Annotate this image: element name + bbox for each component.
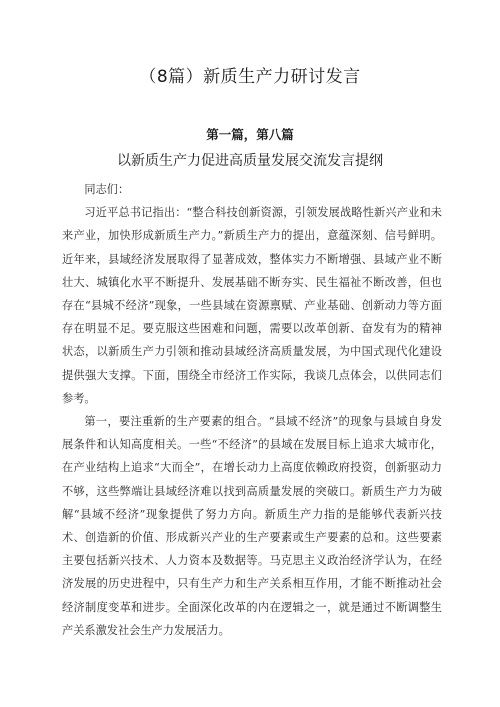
speech-title: 以新质生产力促进高质量发展交流发言提纲 bbox=[117, 153, 383, 169]
intro-paragraph: 习近平总书记指出：“整合科技创新资源，引领发展战略性新兴产业和未来产业，加快形成新质生产力。”新质生产力的提出，意蕴深刻、信号鲜明。近年来，县域经济发展取得了显著成效，整体实力不断增强、县域产业不断壮大、城镇化水平不断提升、发展基础不断夯实、民生福祉不断改善，但也存在“县城不经济”现象，一些县域在资源禀赋、产业基础、创新动力等方面存在明显不足。要克服这些困难和问题，需要以改革创新、奋发有为的精神状态，以新质生产力引领和推动县域经济高质量发展，为中国式现代化建设提供强大支撑。下面，围绕全市经济工作实际，我谈几点体会，以供同志们参考。 bbox=[62, 206, 442, 405]
greeting-paragraph: 同志们： bbox=[84, 183, 130, 196]
document-title: （8篇）新质生产力研讨发言 bbox=[139, 67, 361, 87]
document-body bbox=[62, 178, 442, 642]
point-one-paragraph: 第一，要注重新的生产要素的组合。“县域不经济”的现象与县域自身发展条件和认知高度相关。一些“不经济”的县域在发展目标上追求大城市化，在产业结构上追求“大而全”，在增长动力上高度依赖政府投资，创新驱动力不够，这些弊端让县域经济难以找到高质量发展的突破口。新质生产力为破解“县域不经济”现象提供了努力方向。新质生产力指的是能够代表新兴技术、创造新的价值、形成新兴产业的生产要素或生产要素的总和。这些要素主要包括新兴技术、人力资本及数据等。马克思主义政治经济学认为，在经济发展的历史进程中，只有生产力和生产关系相互作用，才能不断推动社会经济制度变革和进步。全面深化改革的内在逻辑之一，就是通过不断调整生产关系激发社会生产力发展活力。 bbox=[62, 415, 442, 637]
section-heading: 第一篇，第八篇 bbox=[206, 127, 294, 142]
